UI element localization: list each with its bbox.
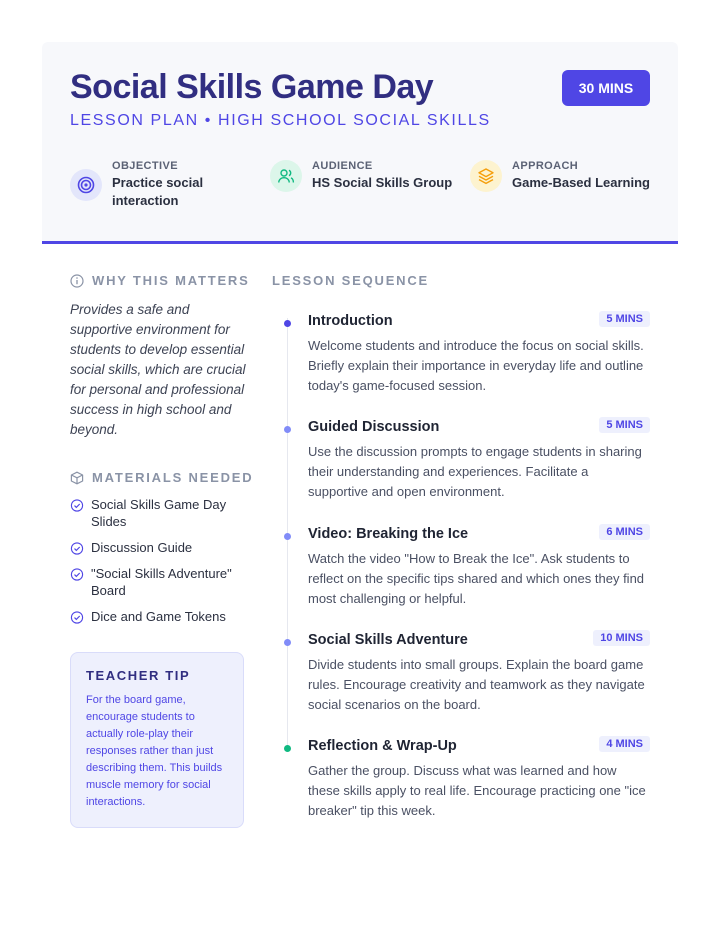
step-description: Welcome students and introduce the focus on social skills. Briefly explain their importance in everyday life and outline today's game-focused session. [308, 338, 644, 393]
step-duration-badge: 10 MINS [593, 630, 650, 646]
meta-audience [270, 160, 452, 192]
step-title: Video: Breaking the Ice [308, 526, 469, 542]
meta-value: Practice social interaction [112, 175, 204, 208]
step-description: Watch the video "How to Break the Ice". Ask students to reflect on the specific tips shared and which ones they find most challenging or helpful. [308, 551, 645, 606]
page-subtitle: LESSON PLAN • HIGH SCHOOL SOCIAL SKILLS [70, 112, 491, 129]
materials-item [70, 565, 250, 599]
meta-label: AUDIENCE [312, 160, 373, 172]
materials-item-text: Discussion Guide [91, 540, 193, 555]
timeline-dot [284, 320, 291, 327]
check-circle-icon [70, 611, 84, 624]
why-text: Provides a safe and supportive environment for students to develop essential social skills, which are crucial for personal and professional success in high school and beyond. [70, 302, 246, 437]
target-icon [70, 169, 102, 201]
meta-approach [470, 160, 650, 192]
lesson-header [42, 42, 678, 244]
page-title: Social Skills Game Day [70, 68, 434, 106]
step-description: Divide students into small groups. Explain the board game rules. Encourage creativity and teamwork as they navigate social scenarios on the board. [308, 657, 645, 712]
step-title: Introduction [308, 313, 393, 329]
timeline-dot [284, 639, 291, 646]
meta-label: APPROACH [512, 160, 579, 172]
box-icon [70, 471, 84, 485]
step-description: Use the discussion prompts to engage students in sharing their understanding and experiences. Facilitate a supportive and open environment. [308, 444, 642, 499]
duration-badge: 30 MINS [562, 70, 650, 106]
step-duration-badge: 4 MINS [599, 736, 650, 752]
step-description: Gather the group. Discuss what was learned and how these skills apply to real life. Encourage practicing one "ice breaker" tip this week. [308, 763, 646, 818]
step-duration-badge: 5 MINS [599, 417, 650, 433]
step-title: Social Skills Adventure [308, 632, 468, 648]
timeline-dot [284, 533, 291, 540]
layers-icon [470, 160, 502, 192]
teacher-tip [70, 652, 244, 828]
step-duration-badge: 6 MINS [599, 524, 650, 540]
sequence-heading [272, 273, 429, 288]
timeline-dot [284, 745, 291, 752]
materials-item [70, 608, 250, 625]
meta-value: Game-Based Learning [512, 175, 650, 190]
meta-objective [70, 160, 212, 210]
step-title: Guided Discussion [308, 419, 440, 435]
materials-heading [70, 470, 253, 485]
step-duration-badge: 5 MINS [599, 311, 650, 327]
teacher-tip-text: For the board game, encourage students to actually role-play their responses rather than just describing them. This builds muscle memory for social interactions. [86, 694, 223, 808]
materials-item [70, 539, 250, 556]
materials-item [70, 496, 250, 530]
sequence-label: LESSON SEQUENCE [272, 273, 430, 288]
meta-value: HS Social Skills Group [312, 175, 453, 190]
materials-item-text: Dice and Game Tokens [91, 609, 226, 624]
info-icon [70, 274, 84, 288]
step-title: Reflection & Wrap-Up [308, 738, 457, 754]
check-circle-icon [70, 568, 84, 581]
check-circle-icon [70, 499, 84, 512]
check-circle-icon [70, 542, 84, 555]
meta-label: OBJECTIVE [112, 160, 178, 172]
users-icon [270, 160, 302, 192]
why-label: WHY THIS MATTERS [92, 273, 250, 288]
materials-item-text: Social Skills Game Day Slides [91, 497, 227, 529]
materials-item-text: "Social Skills Adventure" Board [91, 566, 232, 598]
materials-list [70, 496, 250, 634]
teacher-tip-title: TEACHER TIP [86, 668, 191, 683]
timeline-dot [284, 426, 291, 433]
materials-label: MATERIALS NEEDED [92, 470, 254, 485]
why-heading [70, 273, 250, 288]
